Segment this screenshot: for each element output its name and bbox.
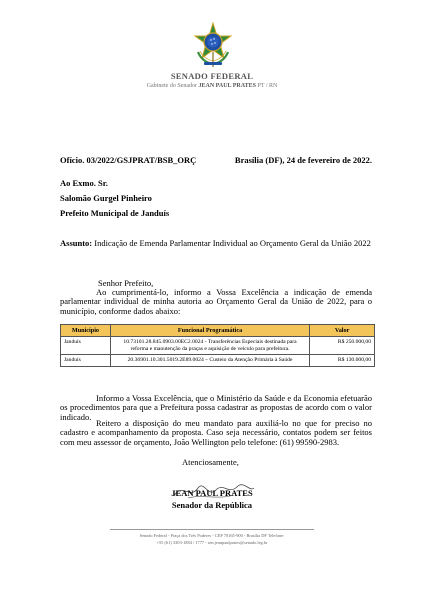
amendment-table (60, 324, 375, 367)
footer-address: Senado Federal - Praça dos Três Poderes - CEP 70165-900 - Brasília DF Telefone: (139, 533, 285, 538)
subject-label: Assunto: (60, 238, 93, 248)
greeting: Senhor Prefeito, (98, 278, 154, 288)
office-line (0, 83, 424, 89)
office-senator: JEAN PAUL PRATES (198, 83, 256, 89)
letter-reference: Ofício. 03/2022/GSJPRAT/BSB_ORÇ (60, 155, 197, 165)
subject-text: Indicação de Emenda Parlamentar Individual ao Orçamento Geral da União 2022 (92, 238, 371, 248)
cell-municipio: Janduís (61, 355, 111, 367)
paragraph-support: Reitero a disposição do meu mandato para auxiliá-lo no que for preciso no cadastro e acompanhamento da proposta. Caso seja necessário, contatos podem ser feitos com meu assessor de orçamento, João Wellington pelo telefone: (61) 99590-2983. (60, 418, 372, 447)
cell-municipio: Janduís (61, 337, 111, 355)
footer-divider (110, 529, 314, 530)
table-row (61, 355, 375, 367)
footer-contact: +55 (61) 3303-1884 / 1777 - sen.jeanpaulprates@senado.leg.br (156, 540, 268, 545)
signature-name: JEAN PAUL PRATES (171, 488, 253, 498)
cell-valor: R$ 130.000,00 (310, 355, 375, 367)
brazil-coat-of-arms-icon (192, 22, 234, 68)
table-header-row (61, 325, 375, 337)
signature-role: Senador da República (171, 500, 253, 510)
column-header-valor: Valor (310, 325, 375, 337)
organization-name: SENADO FEDERAL (170, 71, 254, 81)
column-header-municipio: Município (61, 325, 111, 337)
cell-funcional: 20.36901.10.301.5019.2E89.0024 – Custeio da Atenção Primária à Saúde (110, 355, 309, 367)
letter-date: Brasília (DF), 24 de fevereiro de 2022. (234, 155, 372, 165)
subject-line (60, 237, 372, 249)
office-suffix: PT / RN (255, 83, 278, 89)
cell-funcional: 10.73101.28.845.0903.00EC2.0024 - Transferências Especiais destinada para reforma e manutenção da praças e aquisição de veículo para prefeitura. (110, 337, 309, 355)
cell-valor: R$ 250.000,00 (310, 337, 375, 355)
column-header-funcional: Funcional Programática (110, 325, 309, 337)
paragraph-intro: Ao cumprimentá-lo, informo a Vossa Excelência a indicação de emenda parlamentar individual de minha autoria ao Orçamento Geral da União de 2022, para o município, conforme dados abaixo: (60, 287, 372, 316)
closing: Atenciosamente, (182, 457, 239, 467)
table-row (61, 337, 375, 355)
office-prefix: Gabinete do Senador (146, 83, 199, 89)
recipient-salutation: Ao Exmo. Sr. (60, 178, 108, 188)
paragraph-ministries: Informo a Vossa Excelência, que o Ministério da Saúde e da Economia efetuarão os procedimentos para que a Prefeitura possa cadastrar as propostas de acordo com o valor indicado. (60, 393, 372, 422)
recipient-title: Prefeito Municipal de Janduís (60, 208, 170, 218)
recipient-name: Salomão Gurgel Pinheiro (60, 193, 152, 203)
